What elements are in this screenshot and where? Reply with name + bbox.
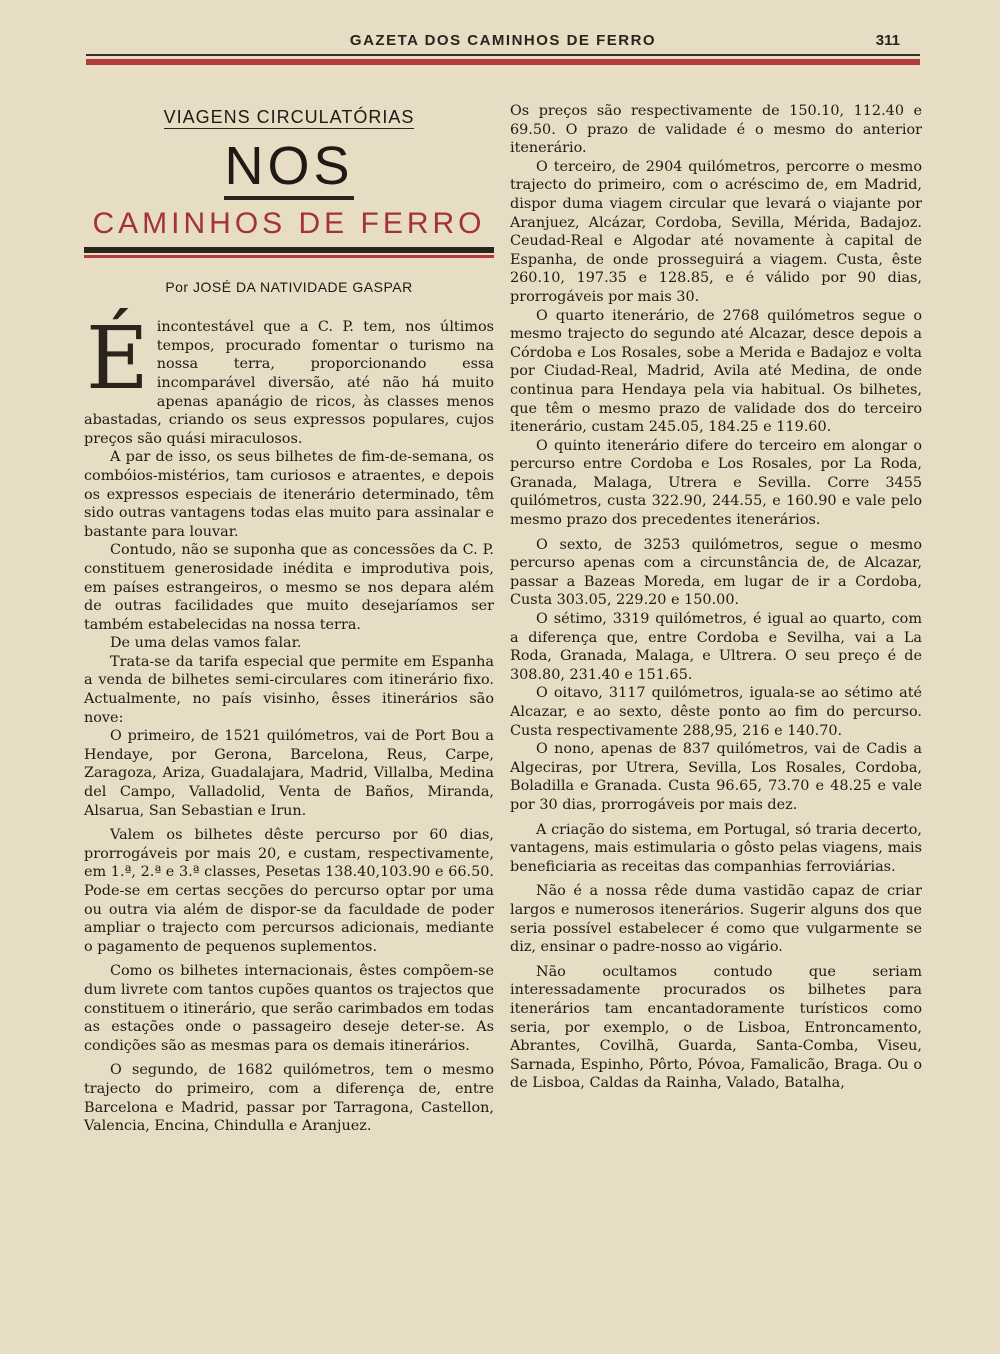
title-red-rule: [84, 255, 494, 258]
paragraph: O primeiro, de 1521 quilómetros, vai de Port Bou a Hendaye, por Gerona, Barcelona, Reus, Carpe, Zaragoza, Ariza, Guadalajara, Madrid, Villalba, Medina del Campo, Valladolid, Venta de Baños, Miranda, Alsarua, San Sebastian e Irun.: [84, 728, 494, 819]
paragraph: Trata-se da tarifa especial que permite em Espanha a venda de bilhetes semi-circulares com itinerário fixo. Actualmente, no país visinho, êsses itinerários são nove:: [84, 653, 494, 726]
title-rule: [84, 247, 494, 253]
paragraph: A par de isso, os seus bilhetes de fim-de-semana, os combóios-mistérios, tam curiosos e atraentes, e depois os expressos especiais de itenerário determinado, têm sido outras vantagens todas elas muito para assinalar e bastante para louvar.: [84, 449, 494, 540]
page-number: 311: [875, 32, 900, 49]
paragraph: Os preços são respectivamente de 150.10, 112.40 e 69.50. O prazo de validade é o mesmo do anterior itenerário.: [510, 103, 922, 157]
paragraph: O sexto, de 3253 quilómetros, segue o mesmo percurso apenas com a circunstância de, de Alcazar, passar a Bazeas Moreda, em lugar de ir a Cordoba, Custa 303.05, 229.20 e 150.00.: [510, 536, 922, 609]
drop-cap: É: [86, 309, 149, 410]
paragraph: Como os bilhetes internacionais, êstes compõem-se dum livrete com tantos cupões quantos os trajectos que constituem o itinerário, que serão carimbados em todas as estações onde o passageiro deseje deter-se. As condições são as mesmas para os demais itinerários.: [84, 963, 494, 1054]
paragraph: A criação do sistema, em Portugal, só traria decerto, vantagens, mais estimularia o gôsto pelas viagens, mais beneficiaria as receitas das companhias ferroviárias.: [510, 821, 922, 875]
header-red-rule: [86, 59, 920, 65]
byline: Por JOSÉ DA NATIVIDADE GASPAR: [165, 278, 413, 295]
left-column: [84, 102, 494, 1136]
paragraph: O oitavo, 3117 quilómetros, iguala-se ao sétimo até Alcazar, e ao sexto, dêste ponto ao fim do percurso. Custa respectivamente 288,95, 216 e 140.70.: [510, 685, 922, 739]
paragraph: O segundo, de 1682 quilómetros, tem o mesmo trajecto do primeiro, com a diferença de, entre Barcelona e Madrid, passar por Tarragona, Castellon, Valencia, Encina, Chindulla e Aranjuez.: [84, 1062, 494, 1135]
paragraph: O quarto itenerário, de 2768 quilómetros segue o mesmo trajecto do segundo até Alcazar, desce depois a Córdoba e Los Rosales, sobe a Merida e Badajoz e volta por Ciudad-Real, Madrid, Avila até Medina, de onde continua para Hendaya pela via habitual. Os bilhetes, que têm o mesmo prazo de validade dos do terceiro itenerário, custam 245.05, 184.25 e 119.60.: [510, 307, 922, 436]
paragraph: O nono, apenas de 837 quilómetros, vai de Cadis a Algeciras, por Utrera, Sevilla, Los Rosales, Cordoba, Boladilla e Granada. Custa 96.65, 73.70 e 48.25 e vale por 30 dias, prorrogáveis por mais dez.: [510, 741, 922, 813]
paragraph: O quinto itenerário difere do terceiro em alongar o percurso entre Cordoba e Los Rosales, por La Roda, Granada, Malaga, Utrera e Sevilla. Corre 3455 quilómetros, custa 322.90, 244.55, e 160.90 e vale pelo mesmo prazo dos precedentes itenerários.: [510, 437, 922, 529]
paragraph: Valem os bilhetes dêste percurso por 60 dias, prorrogáveis por mais 20, e custam, respectivamente, em 1.ª, 2.ª e 3.ª classes, Pesetas 138.40,103.90 e 66.50. Pode-se em certas secções do percurso optar por uma ou outra via além de dispor-se da faculdade de poder ampliar o trajecto com percursos adicionais, mediante o pagamento de pequenos suplementos.: [84, 827, 494, 955]
paragraph: De uma delas vamos falar.: [110, 635, 302, 652]
right-column: [510, 102, 922, 1093]
headline-main: NOS: [84, 137, 494, 195]
paragraph: O terceiro, de 2904 quilómetros, percorre o mesmo trajecto do primeiro, com o acréscimo de, em Madrid, dispor duma viagem circular que levará o viajante por Aranjuez, Alcázar, Cordoba, Sevilla, Mérida, Badajoz. Ceudad-Real e Algodar até novamente à capital de Espanha, de onde prosseguirá a viagem. Custa, êste 260.10, 197.35 e 128.85, e é válido por 90 dias, prorrogáveis por mais 30.: [510, 158, 922, 305]
journal-title: GAZETA DOS CAMINHOS DE FERRO: [349, 32, 657, 49]
section-heading: VIAGENS CIRCULATÓRIAS: [163, 107, 415, 127]
paragraph: Não ocultamos contudo que seriam interessadamente procurados os bilhetes para itenerários tam encantadoramente turísticos como seria, por exemplo, o de Lisboa, Entroncamento, Abrantes, Covilhã, Guarda, Santa-Comba, Viseu, Sarnada, Espinho, Pôrto, Póvoa, Famalicão, Braga. Ou o de Lisboa, Caldas da Rainha, Valado, Batalha,: [510, 963, 922, 1092]
paragraph: O sétimo, 3319 quilómetros, é igual ao quarto, com a diferença que, entre Cordoba e Sevilha, vai a La Roda, Granada, Malaga, e Ultrera. O seu preço é de 308.80, 231.40 e 151.65.: [510, 611, 922, 683]
running-header: [86, 30, 920, 70]
paragraph: Éincontestável que a C. P. tem, nos últimos tempos, procurado fomentar o turismo na nossa terra, proporcionando essa incomparável diversão, até não há muito apenas apanágio de ricos, às classes menos abastadas, criando os seus expressos populares, cujos preços são quási miraculosos.: [84, 309, 494, 447]
paragraph: Não é a nossa rêde duma vastidão capaz de criar largos e numerosos itenerários. Sugerir alguns dos que seria possível estabelecer é como que vulgarmente se diz, ensinar o padre-nosso ao vigário.: [510, 883, 922, 956]
headline-sub: CAMINHOS DE FERRO: [92, 206, 486, 240]
paragraph: Contudo, não se suponha que as concessões da C. P. constituem generosidade inédita e improdutiva pois, em países estrangeiros, o mesmo se nos depara além de outras facilidades que muito desejaríamos ser também estabelecidas na nossa terra.: [84, 542, 494, 633]
header-rule: [86, 54, 920, 56]
